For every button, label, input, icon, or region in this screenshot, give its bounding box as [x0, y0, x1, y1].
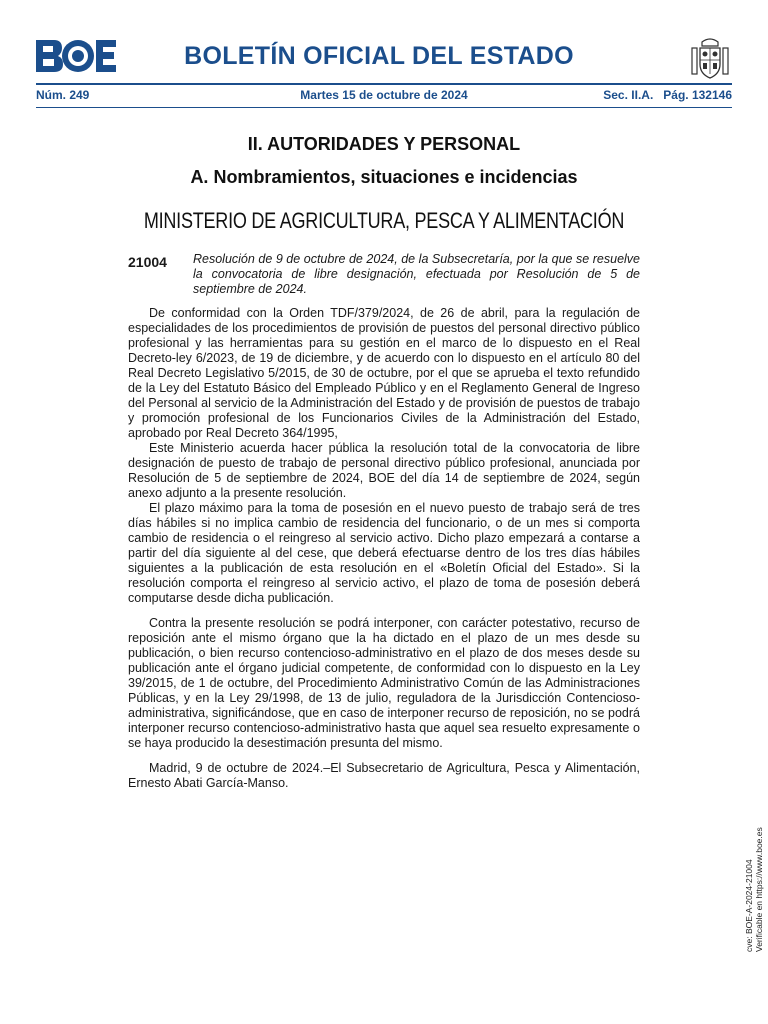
section-subheading: A. Nombramientos, situaciones e incidencias — [190, 167, 578, 187]
cve-code: cve: BOE-A-2024-21004 — [744, 859, 754, 952]
document-summary: Resolución de 9 de octubre de 2024, de la Subsecretaría, por la que se resuelve la convocatoria de libre designación, efectuada por Resolución de 5 de septiembre de 2024. — [193, 252, 640, 296]
issue-date: Martes 15 de octubre de 2024 — [300, 88, 468, 102]
paragraph: El plazo máximo para la toma de posesión en el nuevo puesto de trabajo será de tres días hábiles si no implica cambio de residencia del funcionario, o de un mes si comporta cambio de residencia o el reingreso al servicio activo. Dicho plazo empezará a contarse a partir del día siguiente al del cese, que deberá efectuarse dentro de los tres días hábiles siguientes a la publicación de esta resolución en el «Boletín Oficial del Estado». Si la resolución comporta el reingreso al servicio activo, el plazo de toma de posesión deberá computarse desde dicha publicación. — [128, 501, 640, 605]
paragraph: Contra la presente resolución se podrá interponer, con carácter potestativo, recurso de reposición ante el mismo órgano que la ha dictado en el plazo de un mes desde su publicación, o bien recurso contencioso-administrativo en el plazo de dos meses desde su publicación ante el órgano judicial competente, de conformidad con lo dispuesto en la Ley 39/2015, de 1 de octubre, del Procedimiento Administrativo Común de las Administraciones Públicas, y en la Ley 29/1998, de 13 de julio, reguladora de la Jurisdicción Contencioso-administrativa, significándose, que en caso de interponer recurso de reposición, no se podrá interponer recurso contencioso-administrativo hasta que aquel sea resuelto expresamente o se haya producido la desestimación presunta del mismo. — [128, 616, 640, 750]
subheader-rule — [36, 107, 732, 108]
document-number: 21004 — [128, 254, 167, 270]
coat-of-arms-icon — [690, 38, 730, 85]
ministry-heading: MINISTERIO DE AGRICULTURA, PESCA Y ALIMENTACIÓN — [143, 208, 625, 233]
paragraph: De conformidad con la Orden TDF/379/2024, de 26 de abril, para la regulación de especialidades de los procedimientos de provisión de puestos del personal directivo público profesional y las herramientas para su gestión en el marco de lo dispuesto en el Real Decreto-ley 6/2023, de 19 de diciembre, y de acuerdo con lo dispuesto en el artículo 80 del Real Decreto Legislativo 5/2015, de 30 de octubre, por el que se aprueba el texto refundido de la Ley del Estatuto Básico del Empleado Público y en el Reglamento General de Ingreso del Personal al servicio de la Administración del Estado y de provisión de puestos de trabajo y promoción profesional de los Funcionarios Civiles de la Administración del Estado, aprobado por Real Decreto 364/1995, — [128, 306, 640, 440]
paragraph: Este Ministerio acuerda hacer pública la resolución total de la convocatoria de libre designación de puesto de trabajo de personal directivo público profesional, anunciada por Resolución de 5 de septiembre de 2024, BOE del día 14 de septiembre de 2024, según anexo adjunto a la presente resolución. — [128, 441, 640, 500]
signature-paragraph: Madrid, 9 de octubre de 2024.–El Subsecretario de Agricultura, Pesca y Alimentación, Ernesto Abati García-Manso. — [128, 761, 640, 790]
issue-number: Núm. 249 — [36, 88, 90, 102]
header-rule — [36, 83, 732, 85]
gazette-title: BOLETÍN OFICIAL DEL ESTADO — [184, 42, 574, 70]
section-heading: II. AUTORIDADES Y PERSONAL — [247, 134, 521, 154]
verification-link[interactable]: Verificable en https://www.boe.es — [754, 827, 764, 952]
section-page: Sec. II.A. Pág. 132146 — [603, 88, 732, 102]
boe-logo — [36, 40, 116, 72]
document-body — [128, 306, 640, 791]
boe-logo-icon — [36, 40, 116, 72]
